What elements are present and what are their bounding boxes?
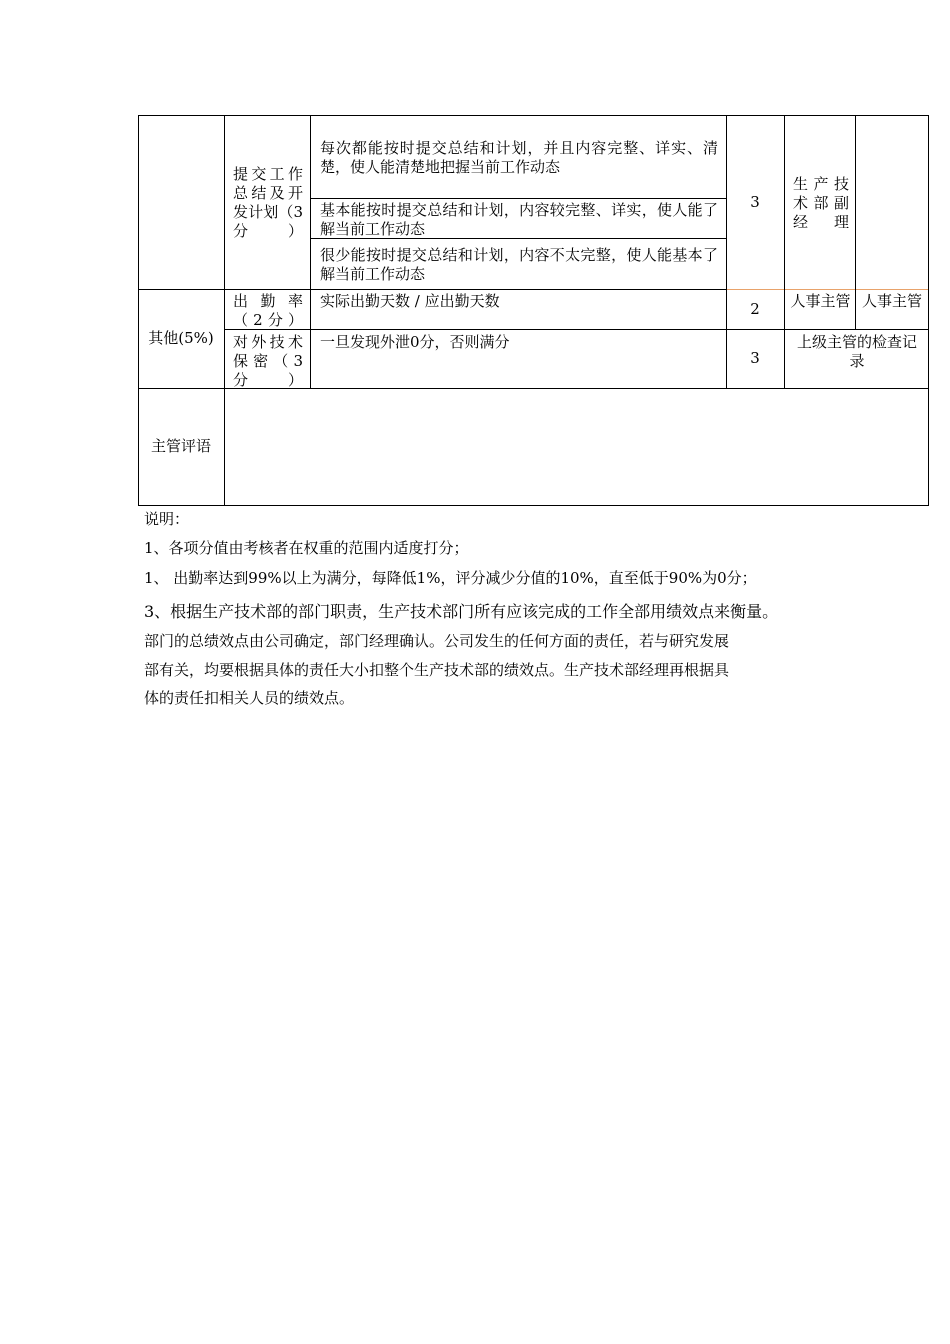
criteria-work-summary-3: 很少能按时提交总结和计划，内容不太完整，使人能基本了解当前工作动态 [320, 246, 718, 283]
category-others: 其他(5%) [148, 329, 214, 347]
score-confidentiality: 3 [750, 349, 760, 367]
score-work-summary: 3 [750, 192, 760, 211]
notes-line-3: 3、根据生产技术部的部门职责，生产技术部门所有应该完成的工作全部用绩效点来衡量。 [144, 602, 779, 621]
item-attendance: 出 勤 率（2分） [233, 292, 303, 329]
item-work-summary: 提交工作总结及开发计划（3分） [233, 165, 303, 240]
criteria-attendance: 实际出勤天数 / 应出勤天数 [320, 292, 500, 310]
criteria-work-summary-1: 每次都能按时提交总结和计划，并且内容完整、详实、清楚，使人能清楚地把握当前工作动态 [320, 139, 718, 176]
category-cell-empty [138, 115, 224, 289]
notes-line-1: 1、各项分值由考核者在权重的范围内适度打分； [144, 539, 469, 557]
assessor-confidentiality: 上级主管的检查记录 [796, 333, 917, 370]
notes-line-2: 1、 出勤率达到99%以上为满分，每降低1%，评分减少分值的10%，直至低于90%为0分； [144, 569, 757, 587]
supervisor-comment-label: 主管评语 [150, 437, 211, 455]
supervisor-comment-area[interactable] [228, 393, 918, 498]
criteria-confidentiality: 一旦发现外泄0分，否则满分 [320, 333, 510, 351]
source-work-summary [855, 115, 928, 289]
assessor-work-summary: 生产技术部副经理 [793, 175, 849, 231]
notes-line-4: 部门的总绩效点由公司确定，部门经理确认。公司发生的任何方面的责任，若与研究发展 [144, 632, 730, 650]
notes-line-5: 部有关，均要根据具体的责任大小扣整个生产技术部的绩效点。生产技术部经理再根据具 [144, 661, 730, 679]
notes-title: 说明： [144, 510, 190, 528]
assessor-attendance: 人事主管 [790, 292, 851, 310]
item-confidentiality: 对外技术保密（3分） [233, 333, 303, 389]
criteria-work-summary-2: 基本能按时提交总结和计划，内容较完整、详实，使人能了解当前工作动态 [320, 201, 718, 238]
evaluation-table [138, 115, 929, 506]
score-attendance: 2 [750, 299, 760, 318]
source-attendance: 人事主管 [861, 292, 922, 310]
notes-line-6: 体的责任扣相关人员的绩效点。 [144, 689, 355, 707]
